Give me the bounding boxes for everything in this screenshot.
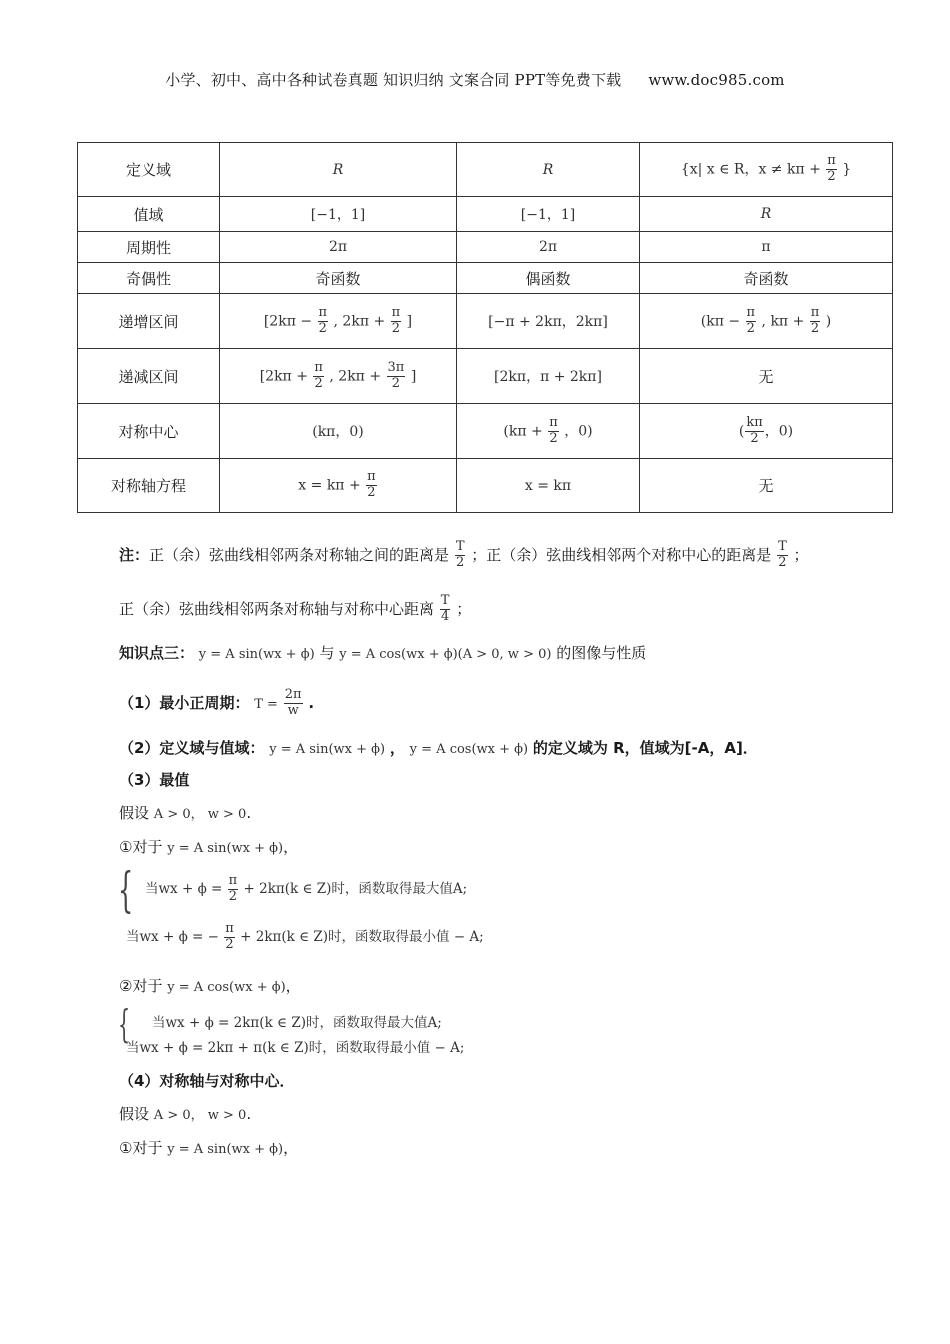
brace-sin: {: [118, 862, 134, 918]
row-label: 对称轴方程: [78, 459, 220, 513]
case-sin-2: ①对于 y = A sin(wx + ϕ)，: [119, 1139, 299, 1157]
table-row: [78, 232, 893, 263]
cell-sin: R: [220, 143, 457, 197]
table-row: [78, 143, 893, 197]
cell-tan: π: [640, 232, 893, 263]
page-header: [0, 69, 950, 90]
table-row: [78, 349, 893, 404]
assumption: 假设 A > 0， w > 0.: [119, 804, 252, 822]
row-label: 周期性: [78, 232, 220, 263]
row-label: 值域: [78, 197, 220, 232]
cell-cos: x = kπ: [457, 459, 640, 513]
cell-sin: (kπ，0): [220, 404, 457, 459]
section-1-period: （1）最小正周期： T = $\frac{2\pi}{w}$ .: [119, 687, 315, 718]
cell-sin: [2kπ − $\frac{\pi}{2}$ , 2kπ + $\frac{\pi}{2}$ ]: [220, 294, 457, 349]
cell-tan: 无: [640, 349, 893, 404]
cell-cos: R: [457, 143, 640, 197]
cell-tan: {x| x ∈ R，x ≠ kπ + $\frac{\pi}{2}$ }: [640, 143, 893, 197]
row-label: 递减区间: [78, 349, 220, 404]
sin-max-condition: 当wx + ϕ = $\frac{\pi}{2}$ + 2kπ(k ∈ Z)时，函数取得最大值A;: [145, 873, 468, 904]
table-row: [78, 294, 893, 349]
cell-cos: [−π + 2kπ，2kπ]: [457, 294, 640, 349]
section-4-symmetry: （4）对称轴与对称中心．: [119, 1072, 295, 1090]
cell-tan: 奇函数: [640, 263, 893, 294]
cell-tan: (kπ − $\frac{\pi}{2}$ , kπ + $\frac{\pi}{2}$ ): [640, 294, 893, 349]
cell-sin: 2π: [220, 232, 457, 263]
brace-cos: {: [118, 1002, 131, 1046]
sin-min-condition: 当wx + ϕ = − $\frac{\pi}{2}$ + 2kπ(k ∈ Z)时，函数取得最小值 − A;: [126, 921, 484, 952]
cell-tan: ( $\frac{k\pi}{2}$ ，0): [640, 404, 893, 459]
cell-sin: x = kπ + $\frac{\pi}{2}$: [220, 459, 457, 513]
header-text: 小学、初中、高中各种试卷真题 知识归纳 文案合同 PPT等免费下载: [165, 71, 622, 89]
assumption-2: 假设 A > 0， w > 0.: [119, 1105, 252, 1123]
case-sin: ①对于 y = A sin(wx + ϕ)，: [119, 838, 299, 856]
row-label: 对称中心: [78, 404, 220, 459]
row-label: 定义域: [78, 143, 220, 197]
cell-tan: 无: [640, 459, 893, 513]
cos-max-condition: 当wx + ϕ = 2kπ(k ∈ Z)时，函数取得最大值A;: [152, 1015, 442, 1031]
row-label: 递增区间: [78, 294, 220, 349]
table-row: [78, 263, 893, 294]
cell-sin: [−1，1]: [220, 197, 457, 232]
cos-min-condition: 当wx + ϕ = 2kπ + π(k ∈ Z)时，函数取得最小值 − A;: [126, 1040, 465, 1056]
note-line-1: 注：正（余）弦曲线相邻两条对称轴之间的距离是 $\frac{T}{2}$ ；正（余）弦曲线相邻两个对称中心的距离是 $\frac{T}{2}$ ；: [119, 539, 809, 570]
note-line-2: 正（余）弦曲线相邻两条对称轴与对称中心距离 $\frac{T}{4}$ ；: [119, 593, 472, 624]
case-cos: ②对于 y = A cos(wx + ϕ)，: [119, 977, 301, 995]
cell-tan: R: [640, 197, 893, 232]
row-label: 奇偶性: [78, 263, 220, 294]
cell-cos: 偶函数: [457, 263, 640, 294]
cell-cos: (kπ + $\frac{\pi}{2}$ ，0): [457, 404, 640, 459]
table-row: [78, 197, 893, 232]
table-row: [78, 404, 893, 459]
cell-cos: 2π: [457, 232, 640, 263]
cell-cos: [−1，1]: [457, 197, 640, 232]
section-3-extrema: （3）最值: [119, 771, 190, 789]
cell-sin: [2kπ + $\frac{\pi}{2}$ , 2kπ + $\frac{3\pi}{2}$ ]: [220, 349, 457, 404]
section-2-domain-range: （2）定义域与值域： y = A sin(wx + ϕ) ， y = A cos(wx + ϕ) 的定义域为 R，值域为[-A，A]．: [119, 739, 758, 757]
header-url[interactable]: www.doc985.com: [648, 71, 785, 89]
knowledge-point-3: 知识点三： y = A sin(wx + ϕ) 与 y = A cos(wx + ϕ)(A > 0, w > 0) 的图像与性质: [119, 644, 647, 662]
trig-properties-table: [77, 142, 893, 513]
cell-sin: 奇函数: [220, 263, 457, 294]
table-row: [78, 459, 893, 513]
cell-cos: [2kπ，π + 2kπ]: [457, 349, 640, 404]
